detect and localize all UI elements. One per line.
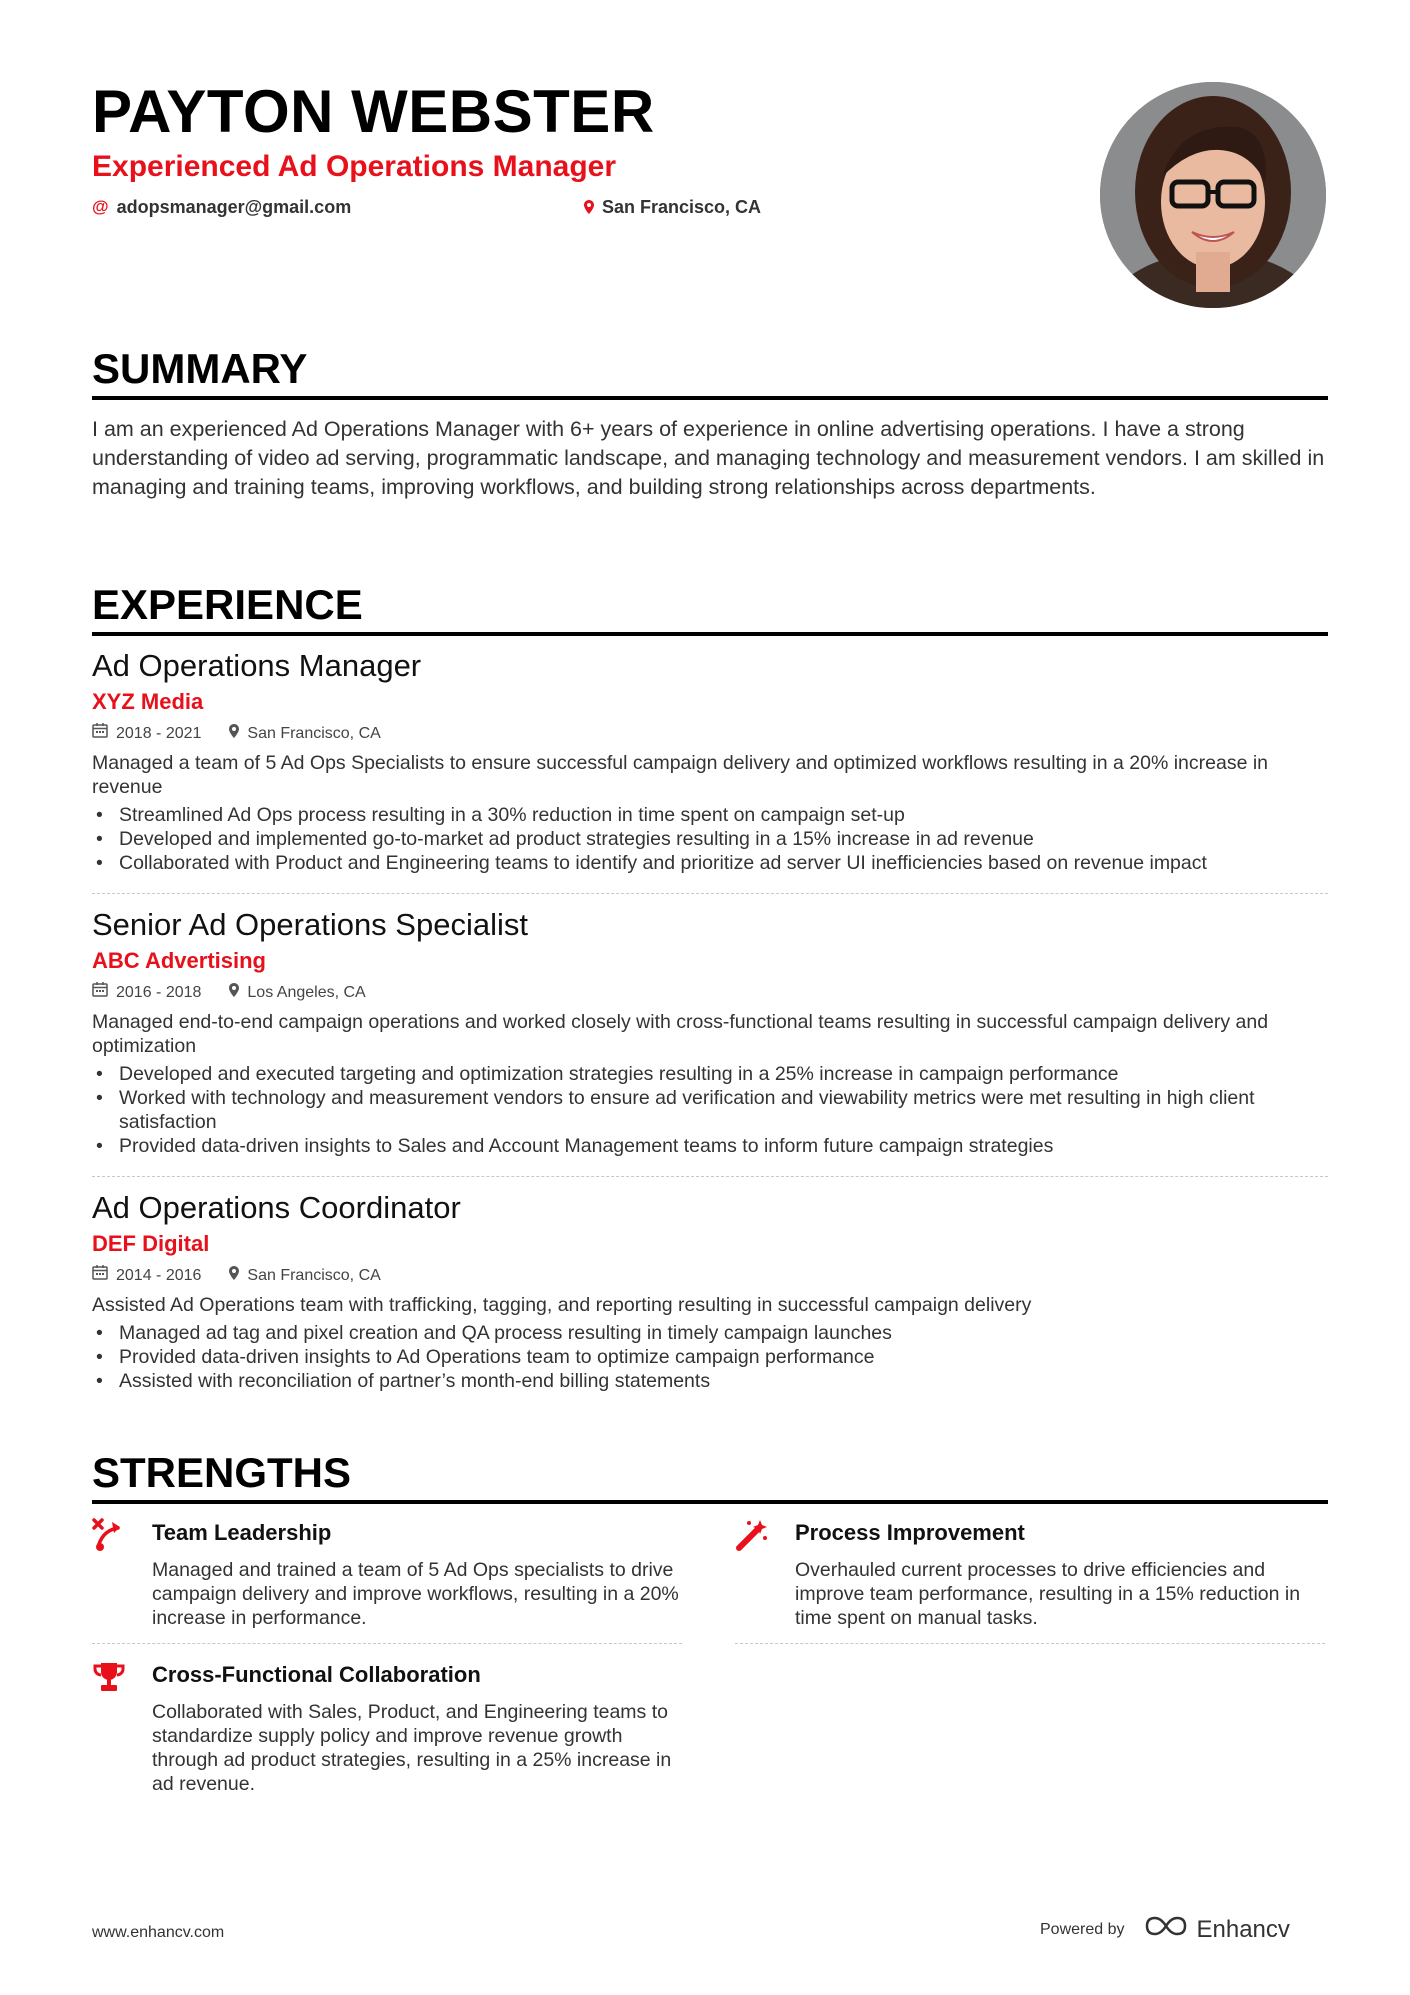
job-description: Managed a team of 5 Ad Ops Specialists to ensure successful campaign delivery and optimized workflows resulting in a 20% increase in revenue [92, 752, 1269, 798]
job-bullets [92, 1321, 1328, 1393]
strength-description: Managed and trained a team of 5 Ad Ops specialists to drive campaign delivery and improve workflows, resulting in a 20% increase in performance. [152, 1559, 679, 1629]
job-bullets [92, 1062, 1328, 1158]
enhancv-logo-icon [1143, 1914, 1189, 1945]
job-dates: 2018 - 2021 [92, 722, 201, 745]
location-text: San Francisco, CA [602, 197, 762, 217]
contact-location [584, 197, 761, 217]
strength-description: Overhauled current processes to drive efficiencies and improve team performance, resulting in a 15% reduction in time spent on manual tasks. [795, 1559, 1301, 1629]
candidate-name: PAYTON WEBSTER [92, 78, 655, 145]
job-entry [92, 648, 1328, 875]
job-location: San Francisco, CA [229, 723, 380, 745]
calendar-icon [92, 981, 108, 1004]
strength-title: Process Improvement [795, 1520, 1025, 1545]
trophy-icon [92, 1660, 126, 1694]
strength-divider [92, 1643, 682, 1644]
strength-title: Cross-Functional Collaboration [152, 1662, 481, 1687]
strength-title: Team Leadership [152, 1520, 332, 1545]
job-location: San Francisco, CA [229, 1265, 380, 1287]
job-bullet: • Streamlined Ad Ops process resulting in a 30% reduction in time spent on campaign set-up [92, 803, 1328, 827]
job-bullet: • Collaborated with Product and Engineering teams to identify and prioritize ad server UI inefficiencies based on revenue impact [92, 851, 1328, 875]
experience-heading: EXPERIENCE [92, 584, 1328, 636]
job-entry [92, 1190, 1328, 1393]
job-bullets [92, 803, 1328, 875]
job-meta [92, 722, 1328, 745]
footer-brand [1040, 1914, 1290, 1945]
job-company: ABC Advertising [92, 948, 266, 973]
profile-photo [1100, 82, 1326, 308]
job-bullet: • Developed and implemented go-to-market ad product strategies resulting in a 15% increase in ad revenue [92, 827, 1328, 851]
job-bullet: • Assisted with reconciliation of partner’s month-end billing statements [92, 1369, 1328, 1393]
enhancv-logo-text: Enhancv [1196, 1915, 1290, 1943]
job-title: Ad Operations Manager [92, 648, 422, 683]
strengths-heading: STRENGTHS [92, 1452, 1328, 1504]
job-company: DEF Digital [92, 1231, 210, 1256]
job-bullet: • Provided data-driven insights to Sales and Account Management teams to inform future campaign strategies [92, 1134, 1328, 1158]
job-dates: 2014 - 2016 [92, 1264, 201, 1287]
job-bullet: • Managed ad tag and pixel creation and QA process resulting in timely campaign launches [92, 1321, 1328, 1345]
enhancv-logo[interactable] [1143, 1914, 1290, 1945]
job-divider [92, 1176, 1328, 1177]
location-pin-icon [584, 200, 594, 214]
email-text: adopsmanager@gmail.com [116, 197, 352, 217]
calendar-icon [92, 722, 108, 745]
job-dates: 2016 - 2018 [92, 981, 201, 1004]
job-bullet: • Developed and executed targeting and optimization strategies resulting in a 25% increase in campaign performance [92, 1062, 1328, 1086]
strategy-icon [92, 1518, 126, 1552]
strength-description: Collaborated with Sales, Product, and Engineering teams to standardize supply policy and improve revenue growth through ad product strategies, resulting in a 25% increase in ad revenue. [152, 1701, 672, 1795]
location-pin-icon [229, 723, 239, 745]
job-title: Ad Operations Coordinator [92, 1190, 461, 1225]
job-bullet: • Worked with technology and measurement vendors to ensure ad verification and viewability metrics were met resulting in high client satisfaction [92, 1086, 1328, 1134]
location-pin-icon [229, 1265, 239, 1287]
job-description: Assisted Ad Operations team with trafficking, tagging, and reporting resulting in successful campaign delivery [92, 1294, 1032, 1316]
magic-wand-icon [735, 1518, 769, 1552]
calendar-icon [92, 1264, 108, 1287]
candidate-headline: Experienced Ad Operations Manager [92, 150, 617, 183]
job-location: Los Angeles, CA [229, 982, 365, 1004]
job-title: Senior Ad Operations Specialist [92, 907, 528, 942]
job-divider [92, 893, 1328, 894]
job-company: XYZ Media [92, 689, 204, 714]
contact-email[interactable] [92, 197, 351, 217]
footer-website-link[interactable]: www.enhancv.com [92, 1924, 225, 1941]
job-entry [92, 907, 1328, 1158]
powered-by-text: Powered by [1040, 1920, 1125, 1938]
job-description: Managed end-to-end campaign operations and worked closely with cross-functional teams resulting in successful campaign delivery and optimization [92, 1011, 1269, 1057]
job-meta [92, 1264, 1328, 1287]
job-meta [92, 981, 1328, 1004]
strength-divider [735, 1643, 1325, 1644]
at-sign-icon: @ [92, 197, 109, 216]
location-pin-icon [229, 982, 239, 1004]
summary-text: I am an experienced Ad Operations Manager with 6+ years of experience in online advertising operations. I have a strong understanding of video ad serving, programmatic landscape, and managing technology and measurement vendors. I am skilled in managing and training teams, improving workflows, and building strong relationships across departments. [92, 417, 1325, 499]
job-bullet: • Provided data-driven insights to Ad Operations team to optimize campaign performance [92, 1345, 1328, 1369]
summary-heading: SUMMARY [92, 348, 1328, 400]
